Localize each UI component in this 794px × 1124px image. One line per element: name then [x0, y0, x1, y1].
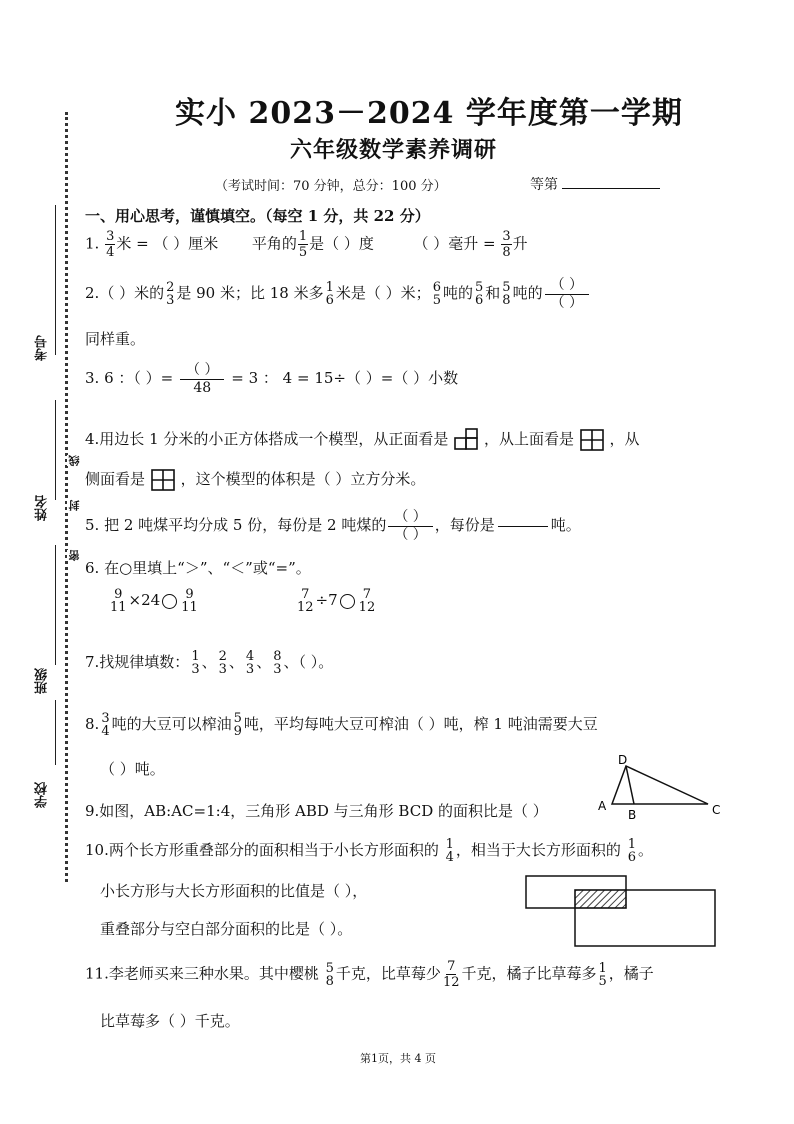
- seal-mi-label: 密: [68, 550, 81, 561]
- page-number: 第1页，共 4 页: [360, 1052, 436, 1065]
- question-6: 6. 在○里填上“＞”、“＜”或“=”。: [85, 559, 311, 577]
- q2-fraction-3: 6 5: [432, 280, 441, 309]
- q6-item-a: [108, 588, 200, 614]
- q1-text-4: （ ）毫升 =: [413, 234, 496, 253]
- exam-no-label: 考号: [35, 335, 50, 361]
- class-label: 班级: [35, 668, 50, 694]
- q5-blank-line[interactable]: [498, 526, 548, 527]
- question-11: [85, 960, 654, 989]
- q6-item-b: [295, 588, 377, 614]
- question-10: [85, 838, 653, 864]
- exam-no-line: [55, 205, 56, 355]
- q2-fraction-2: 1 6: [325, 280, 334, 309]
- q1-text-2: 平角的: [251, 234, 297, 253]
- q3-text-1: 6 ：（ ）=: [104, 369, 174, 388]
- question-8: [85, 712, 598, 738]
- section-heading: 一、用心思考，谨慎填空。（每空 1 分，共 22 分）: [85, 207, 430, 225]
- q8-number: 8.: [85, 715, 100, 733]
- q8-text-1: 吨的大豆可以榨油: [111, 715, 232, 733]
- question-4-line-2: [85, 468, 425, 492]
- side-view-icon: [150, 468, 176, 492]
- school-label: 学校: [35, 782, 50, 808]
- q1-fraction-2: $\frac{1}{5}$: [298, 229, 308, 260]
- q6a-fraction-1: 9 11: [110, 587, 127, 615]
- q7-fraction-1: 1 3: [191, 649, 200, 677]
- label-a: A: [598, 799, 607, 813]
- q10-text-1: 10.两个长方形重叠部分的面积相当于小长方形面积的: [85, 841, 439, 859]
- q1-text-1: 米 = （ ）厘米: [116, 234, 219, 253]
- q6a-fraction-2: 9 11: [181, 587, 198, 615]
- q2-text-4: 吨的: [442, 284, 473, 303]
- question-1: [85, 230, 528, 259]
- q10-text-3: 。: [638, 841, 654, 859]
- q3-number: 3.: [85, 369, 100, 388]
- q3-text-2: = 3 ： 4 = 15÷（ ）=（ ）小数: [231, 369, 459, 388]
- q2-fraction-5: 5 8: [502, 280, 511, 309]
- seal-xian-label: 线: [68, 455, 81, 466]
- q11-text-3: 千克，橘子比草莓多: [461, 964, 597, 983]
- q8-text-2: 吨，平均每吨大豆可榨油（ ）吨，榨 1 吨油需要大豆: [243, 715, 598, 733]
- triangle-figure: [590, 752, 730, 824]
- q4-text-4: 侧面看是: [85, 470, 146, 488]
- question-5: [85, 510, 581, 542]
- question-2: [85, 278, 591, 310]
- q5-blank-fraction[interactable]: （ ） （ ）: [388, 510, 432, 542]
- q2-fraction-4: 5 6: [474, 280, 484, 309]
- q2-continuation: 同样重。: [85, 330, 146, 348]
- q11-fraction-1: 5 8: [325, 960, 334, 989]
- label-d: D: [618, 753, 628, 767]
- q10-text-2: ，相当于大长方形面积的: [455, 841, 621, 859]
- q11-line-2: 比草莓多（ ）千克。: [100, 1012, 240, 1030]
- q7-text-2: 、（ ）。: [283, 653, 334, 671]
- q1-text-5: 升: [512, 234, 528, 253]
- q1-fraction-1: $\frac{3}{4}$: [106, 229, 115, 260]
- q8-fraction-1: 3 4: [101, 711, 110, 739]
- class-line: [55, 545, 56, 665]
- rectangles-figure: [520, 868, 720, 950]
- q6b-operator: ÷7: [315, 591, 338, 609]
- q1-text-3: 是（ ）度: [309, 234, 374, 253]
- q11-text-1: 11.李老师买来三种水果。其中樱桃: [85, 964, 319, 983]
- q10-fraction-2: 1 6: [627, 837, 636, 865]
- q6b-compare-circle[interactable]: [340, 594, 355, 609]
- q1-fraction-3: $\frac{3}{8}$: [502, 229, 511, 260]
- q10-line-2: 小长方形与大长方形面积的比值是（ ），: [100, 882, 368, 900]
- q5-text-1: 5. 把 2 吨煤平均分成 5 份，每份是 2 吨煤的: [85, 516, 387, 535]
- top-view-icon: [579, 428, 605, 452]
- school-line: [55, 700, 56, 765]
- question-4: [85, 428, 640, 452]
- q2-number: 2.: [85, 284, 100, 303]
- q6b-fraction-2: 7 12: [358, 587, 376, 615]
- grade-blank[interactable]: [562, 188, 660, 189]
- name-label: 姓名: [35, 495, 50, 521]
- label-c: C: [712, 803, 721, 817]
- q5-text-2: ，每份是: [434, 516, 495, 535]
- q2-text-1: （ ）米的: [99, 284, 165, 303]
- q11-text-2: 千克，比草莓少: [335, 964, 441, 983]
- grade-field: [530, 174, 660, 194]
- q1-number: 1.: [85, 234, 100, 253]
- q2-text-5: 和: [485, 284, 501, 303]
- front-view-icon: [453, 428, 479, 452]
- question-7: 7.找规律填数： 1 3 、 2 3 、 4 3 、 8 3 、（ ）。: [85, 649, 334, 677]
- q7-text-1: 7.找规律填数：: [85, 653, 190, 671]
- q10-fraction-1: 1 4: [445, 837, 454, 865]
- q7-fraction-3: 4 3: [245, 649, 255, 677]
- q6b-fraction-1: 7 12: [297, 587, 314, 615]
- q11-fraction-2: $\frac{7}{12}$: [442, 959, 460, 990]
- q2-text-2: 是 90 米；比 18 米多: [176, 284, 324, 303]
- q2-fraction-1: 2 3: [166, 280, 175, 309]
- question-9: 9.如图，AB:AC=1:4，三角形 ABD 与三角形 BCD 的面积比是（ ）: [85, 802, 548, 820]
- exam-info: （考试时间：70 分钟，总分：100 分）: [215, 179, 447, 194]
- q4-text-2: ，从上面看是: [483, 430, 574, 448]
- q4-text-5: ，这个模型的体积是（ ）立方分米。: [180, 470, 426, 488]
- seal-feng-label: 封: [68, 500, 81, 511]
- label-b: B: [628, 808, 637, 822]
- q2-text-3: 米是（ ）米；: [335, 284, 431, 303]
- q10-line-3: 重叠部分与空白部分面积的比是（ ）。: [100, 920, 353, 938]
- page-subtitle: 六年级数学素养调研: [290, 137, 498, 163]
- q4-text-3: ，从: [609, 430, 640, 448]
- page-title: 实小 2023－2024 学年度第一学期: [175, 96, 683, 131]
- q2-blank-fraction[interactable]: （ ） （ ）: [545, 278, 589, 310]
- q4-text-1: 4.用边长 1 分米的小正方体搭成一个模型，从正面看是: [85, 430, 449, 448]
- name-line: [55, 400, 56, 500]
- grade-label: 等第: [530, 177, 558, 193]
- q7-fraction-4: 8 3: [273, 649, 282, 677]
- q11-fraction-3: 1 5: [598, 960, 607, 989]
- q6a-compare-circle[interactable]: [162, 594, 177, 609]
- q7-fraction-2: 2 3: [218, 649, 227, 677]
- q5-text-3: 吨。: [550, 516, 581, 535]
- binding-dotted-line: [65, 112, 68, 882]
- question-3: [85, 363, 458, 395]
- q8-line-2: （ ）吨。: [100, 760, 165, 778]
- q3-blank-fraction[interactable]: （ ） 48: [180, 363, 224, 395]
- q11-text-4: ，橘子: [608, 964, 654, 983]
- q6a-operator: ×24: [128, 591, 161, 609]
- q8-fraction-2: 5 9: [233, 711, 242, 739]
- q2-text-6: 吨的: [512, 284, 543, 303]
